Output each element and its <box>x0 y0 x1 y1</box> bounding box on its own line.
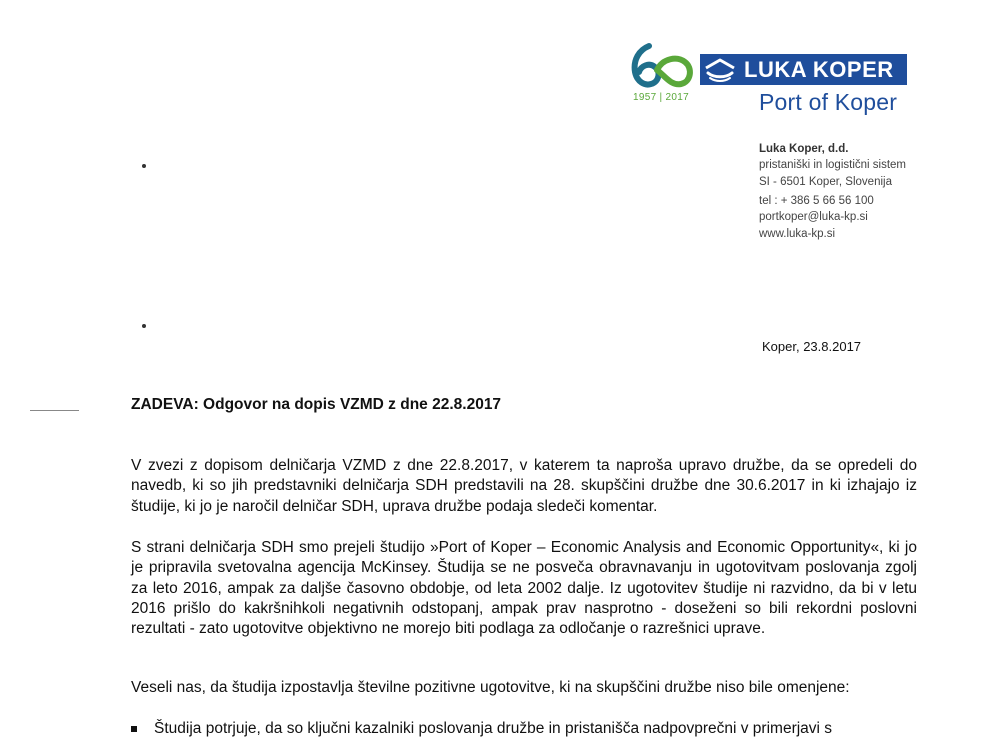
company-info <box>759 141 906 190</box>
anniversary-60-logo <box>627 40 699 92</box>
port-mark-icon <box>700 54 740 85</box>
brand-logo <box>700 54 907 85</box>
port-name: Port of Koper <box>759 89 898 115</box>
margin-rule <box>30 410 79 411</box>
anniversary-years: 1957 | 2017 <box>633 92 689 103</box>
company-contacts <box>759 193 874 242</box>
company-email[interactable]: portkoper@luka-kp.si <box>759 211 868 224</box>
list-item-1: Študija potrjuje, da so ključni kazalniki poslovanja družbe in pristanišča nadpovprečni v primerjavi s <box>154 720 833 737</box>
company-line1: pristaniški in logistični sistem <box>759 159 906 172</box>
body-paragraph-1: V zvezi z dopisom delničarja VZMD z dne 22.8.2017, v katerem ta naproša upravo družbe, da se opredeli do navedb, ki so jih predstavniki delničarja SDH predstavili na 28. skupščini družbe dne 30.6.2017 in ki izhajajo iz študije, ki jo je naročil delničar SDH, uprava družbe podaja sledeči komentar. <box>131 457 917 515</box>
company-address: SI - 6501 Koper, Slovenija <box>759 175 892 188</box>
address-bullet <box>142 324 146 328</box>
company-web[interactable]: www.luka-kp.si <box>759 227 836 240</box>
brand-name: LUKA KOPER <box>744 56 894 82</box>
company-tel: tel : + 386 5 66 56 100 <box>759 195 874 207</box>
list-bullet-icon <box>131 726 137 732</box>
company-name: Luka Koper, d.d. <box>759 143 849 155</box>
letter-date: Koper, 23.8.2017 <box>762 339 862 354</box>
address-bullet <box>142 164 146 168</box>
letter-subject: ZADEVA: Odgovor na dopis VZMD z dne 22.8.2017 <box>131 396 502 413</box>
body-paragraph-3: Veseli nas, da študija izpostavlja številne pozitivne ugotovitve, ki na skupščini družbe niso bile omenjene: <box>131 679 850 696</box>
body-paragraph-2: S strani delničarja SDH smo prejeli študijo »Port of Koper – Economic Analysis and Economic Opportunity«, ki jo je pripravila svetovalna agencija McKinsey. Študija se ne posveča obravnavanju in ugotovitvam poslovanja zgolj za leto 2016, ampak za daljše časovno obdobje, od leta 2002 dalje. Iz ugotovitev študije ni razvidno, da bi v letu 2016 prišlo do kakršnihkoli negativnih odstopanj, ampak prav nasprotno - doseženi so bili rekordni poslovni rezultati - zato ugotovitve objektivno ne morejo biti podlaga za odločanje o razrešnici uprave. <box>131 539 917 638</box>
